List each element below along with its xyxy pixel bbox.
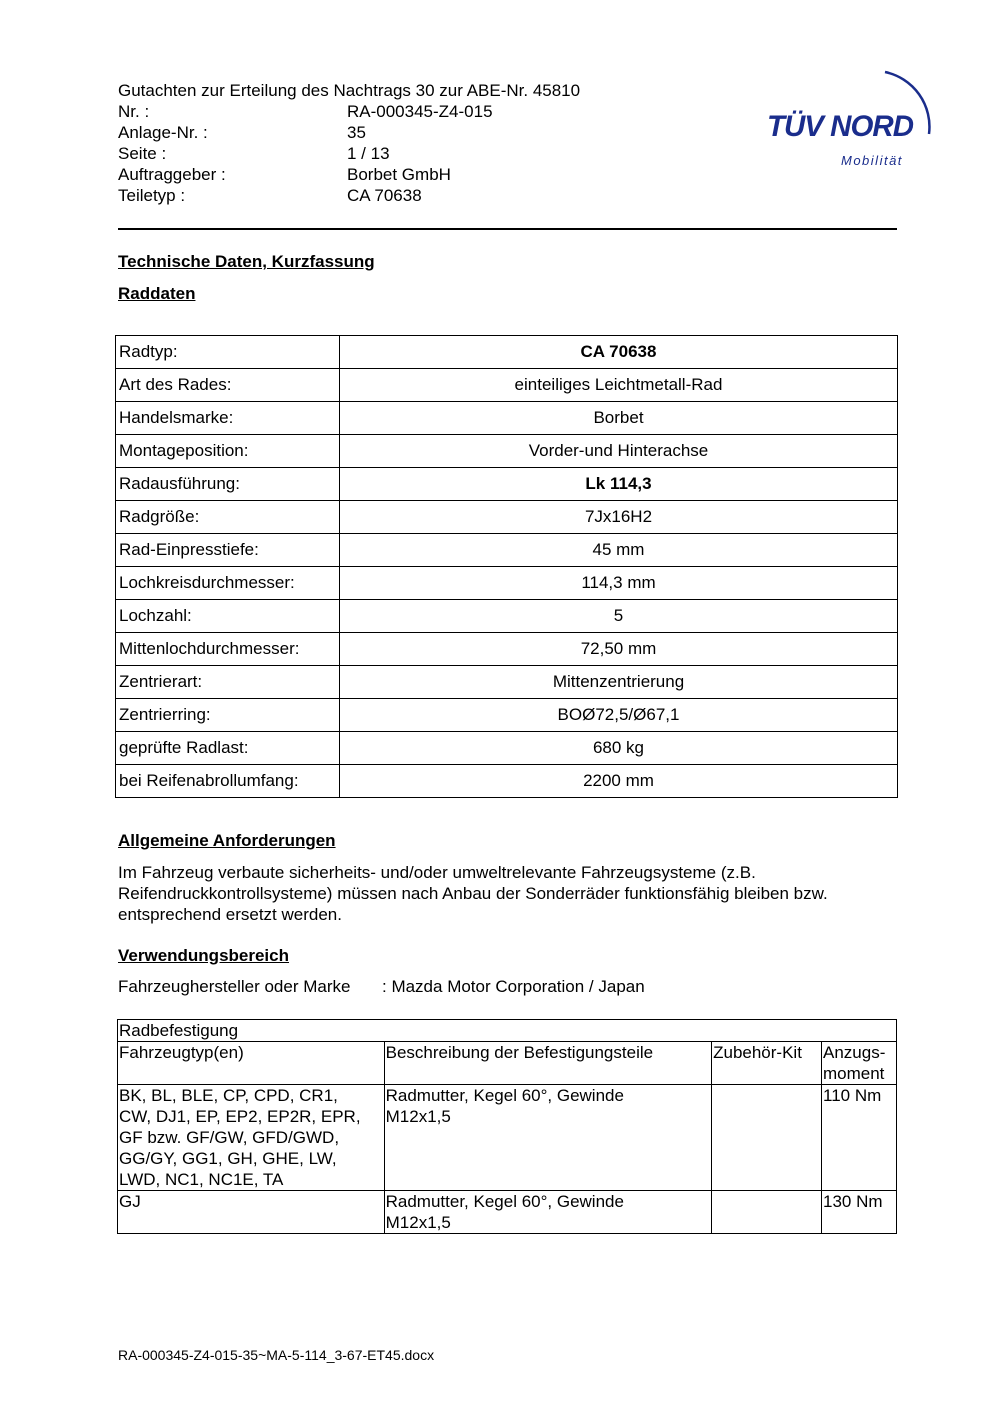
spec-value: 45 mm [340, 534, 898, 567]
header-value: RA-000345-Z4-015 [347, 102, 493, 121]
fastener-description-line: M12x1,5 [385, 1213, 451, 1232]
table-header-row [118, 1042, 897, 1085]
spec-value: einteiliges Leichtmetall-Rad [340, 369, 898, 402]
table-row [118, 1085, 897, 1191]
table-row [116, 567, 898, 600]
accessory-kit-cell [712, 1191, 822, 1234]
spec-label: Zentrierring: [116, 699, 340, 732]
vehicle-types-line: GJ [119, 1192, 141, 1211]
table-row [116, 666, 898, 699]
spec-value: Borbet [340, 402, 898, 435]
header-value: Borbet GmbH [347, 165, 451, 184]
table-row [116, 435, 898, 468]
paragraph-line: entsprechend ersetzt werden. [118, 905, 342, 924]
spec-label: Radgröße: [116, 501, 340, 534]
document-filename: RA-000345-Z4-015-35~MA-5-114_3-67-ET45.docx [118, 1347, 435, 1363]
header-row-teiletyp [118, 185, 638, 206]
header-label: Nr. : [118, 102, 150, 121]
fastener-description-cell [384, 1191, 711, 1234]
header-value: CA 70638 [347, 186, 422, 205]
vehicle-types-line: GG/GY, GG1, GH, GHE, LW, [119, 1149, 337, 1168]
spec-label: Art des Rades: [116, 369, 340, 402]
vehicle-types-line: LWD, NC1, NC1E, TA [119, 1170, 284, 1189]
table-row [118, 1191, 897, 1234]
spec-label: Handelsmarke: [116, 402, 340, 435]
spec-label: Radausführung: [116, 468, 340, 501]
column-header-line: Anzugs- [823, 1043, 886, 1062]
wheel-data-table [115, 335, 898, 798]
spec-label: Radtyp: [116, 336, 340, 369]
table-row [116, 369, 898, 402]
logo-sub: Mobilität [841, 153, 903, 168]
table-row [116, 501, 898, 534]
spec-value: BOØ72,5/Ø67,1 [340, 699, 898, 732]
spec-value: Lk 114,3 [340, 468, 898, 501]
fastener-description-line: M12x1,5 [385, 1107, 451, 1126]
vehicle-types-cell [118, 1085, 385, 1191]
table-title-row [118, 1020, 897, 1042]
table-row [116, 336, 898, 369]
spec-value: Vorder-und Hinterachse [340, 435, 898, 468]
header-row-seite [118, 143, 638, 164]
spec-label: Lochzahl: [116, 600, 340, 633]
fastening-title: Radbefestigung [118, 1020, 897, 1042]
fastener-description-cell [384, 1085, 711, 1191]
section-heading-allgemeine-anforderungen: Allgemeine Anforderungen [118, 831, 336, 850]
manufacturer-label: Fahrzeughersteller oder Marke [118, 977, 351, 996]
spec-label: Rad-Einpresstiefe: [116, 534, 340, 567]
table-row [116, 600, 898, 633]
wheel-fastening-table [117, 1019, 897, 1234]
spec-value: 680 kg [340, 732, 898, 765]
table-row [116, 468, 898, 501]
spec-value: Mittenzentrierung [340, 666, 898, 699]
paragraph-line: Reifendruckkontrollsysteme) müssen nach Anbau der Sonderräder funktionsfähig bleiben bzw. [118, 884, 828, 903]
table-row [116, 402, 898, 435]
document-title: Gutachten zur Erteilung des Nachtrags 30 zur ABE-Nr. 45810 [118, 81, 581, 100]
header-value: 1 / 13 [347, 144, 390, 163]
column-header: Zubehör-Kit [712, 1042, 822, 1085]
tuv-nord-logo [765, 58, 945, 173]
header-row-anlage [118, 122, 638, 143]
section-heading-technische-daten: Technische Daten, Kurzfassung [118, 252, 375, 271]
column-header: Beschreibung der Befestigungsteile [384, 1042, 711, 1085]
requirements-paragraph [118, 862, 898, 925]
section-heading-verwendungsbereich: Verwendungsbereich [118, 946, 289, 965]
table-row [116, 699, 898, 732]
spec-label: Montageposition: [116, 435, 340, 468]
spec-label: Zentrierart: [116, 666, 340, 699]
fastener-description-line: Radmutter, Kegel 60°, Gewinde [385, 1192, 624, 1211]
spec-value: 5 [340, 600, 898, 633]
spec-value: 7Jx16H2 [340, 501, 898, 534]
header-row-nr [118, 101, 638, 122]
table-row [116, 534, 898, 567]
column-header-line: moment [823, 1064, 885, 1083]
manufacturer-value: : Mazda Motor Corporation / Japan [382, 977, 645, 996]
header-label: Teiletyp : [118, 186, 186, 205]
header-row-auftraggeber [118, 164, 638, 185]
spec-value: CA 70638 [340, 336, 898, 369]
vehicle-types-line: BK, BL, BLE, CP, CPD, CR1, [119, 1086, 338, 1105]
header-divider [118, 228, 897, 230]
vehicle-types-line: CW, DJ1, EP, EP2, EP2R, EPR, [119, 1107, 361, 1126]
fastener-description-line: Radmutter, Kegel 60°, Gewinde [385, 1086, 624, 1105]
spec-label: Mittenlochdurchmesser: [116, 633, 340, 666]
paragraph-line: Im Fahrzeug verbaute sicherheits- und/oder umweltrelevante Fahrzeugsysteme (z.B. [118, 863, 756, 882]
header-label: Seite : [118, 144, 167, 163]
table-row [116, 633, 898, 666]
table-row [116, 765, 898, 798]
logo-brand: TÜV NORD [767, 110, 914, 143]
spec-value: 72,50 mm [340, 633, 898, 666]
spec-label: Lochkreisdurchmesser: [116, 567, 340, 600]
accessory-kit-cell [712, 1085, 822, 1191]
manufacturer-line [118, 977, 645, 997]
vehicle-types-cell [118, 1191, 385, 1234]
table-row [116, 732, 898, 765]
column-header: Fahrzeugtyp(en) [118, 1042, 385, 1085]
spec-value: 2200 mm [340, 765, 898, 798]
document-header [118, 80, 638, 206]
spec-label: geprüfte Radlast: [116, 732, 340, 765]
header-label: Anlage-Nr. : [118, 123, 208, 142]
header-label: Auftraggeber : [118, 165, 226, 184]
header-value: 35 [347, 123, 366, 142]
vehicle-types-line: GF bzw. GF/GW, GFD/GWD, [119, 1128, 340, 1147]
spec-label: bei Reifenabrollumfang: [116, 765, 340, 798]
torque-cell: 110 Nm [822, 1085, 897, 1191]
torque-cell: 130 Nm [822, 1191, 897, 1234]
section-heading-raddaten: Raddaten [118, 284, 196, 303]
spec-value: 114,3 mm [340, 567, 898, 600]
column-header-torque [822, 1042, 897, 1085]
